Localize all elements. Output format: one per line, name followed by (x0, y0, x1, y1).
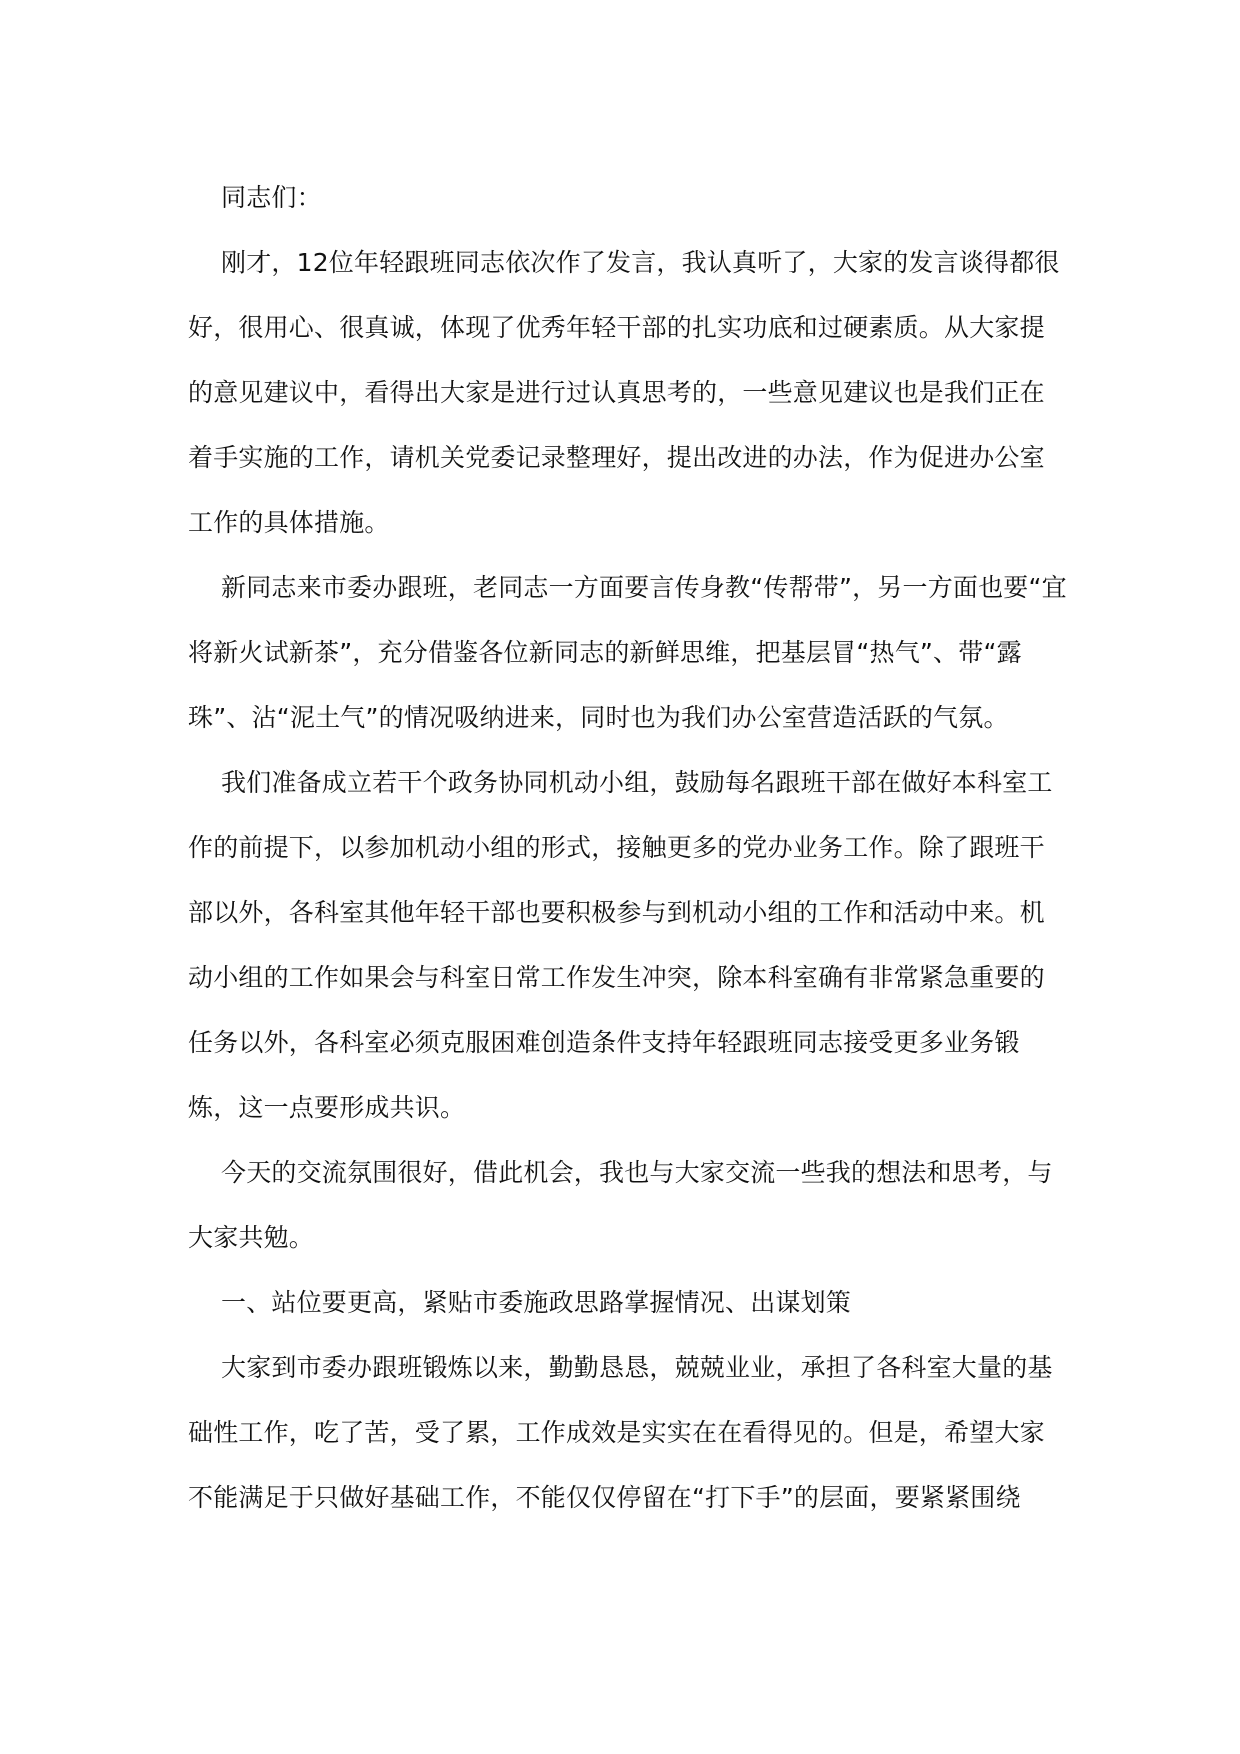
document-body (188, 165, 1068, 1530)
salutation: 同志们： (221, 183, 322, 212)
paragraph-section-one: 大家到市委办跟班锻炼以来，勤勤恳恳，兢兢业业，承担了各科室大量的基础性工作，吃了苦，受了累，工作成效是实实在在看得见的。但是，希望大家不能满足于只做好基础工作，不能仅仅停留在“打下手”的层面，要紧紧围绕 (188, 1353, 1053, 1512)
paragraph-exchange: 今天的交流氛围很好，借此机会，我也与大家交流一些我的想法和思考，与大家共勉。 (188, 1158, 1053, 1252)
paragraph-mentoring: 新同志来市委办跟班，老同志一方面要言传身教“传帮带”，另一方面也要“宜将新火试新茶”，充分借鉴各位新同志的新鲜思维，把基层冒“热气”、带“露珠”、沾“泥土气”的情况吸纳进来，同时也为我们办公室营造活跃的气氛。 (188, 573, 1067, 732)
paragraph-task-groups: 我们准备成立若干个政务协同机动小组，鼓励每名跟班干部在做好本科室工作的前提下，以参加机动小组的形式，接触更多的党办业务工作。除了跟班干部以外，各科室其他年轻干部也要积极参与到机动小组的工作和活动中来。机动小组的工作如果会与科室日常工作发生冲突，除本科室确有非常紧急重要的任务以外，各科室必须克服困难创造条件支持年轻跟班同志接受更多业务锻炼，这一点要形成共识。 (188, 768, 1053, 1122)
section-heading: 一、站位要更高，紧贴市委施政思路掌握情况、出谋划策 (221, 1288, 852, 1317)
paragraph-speech-feedback: 刚才，12位年轻跟班同志依次作了发言，我认真听了，大家的发言谈得都很好，很用心、很真诚，体现了优秀年轻干部的扎实功底和过硬素质。从大家提的意见建议中，看得出大家是进行过认真思考的，一些意见建议也是我们正在着手实施的工作，请机关党委记录整理好，提出改进的办法，作为促进办公室工作的具体措施。 (188, 248, 1060, 537)
